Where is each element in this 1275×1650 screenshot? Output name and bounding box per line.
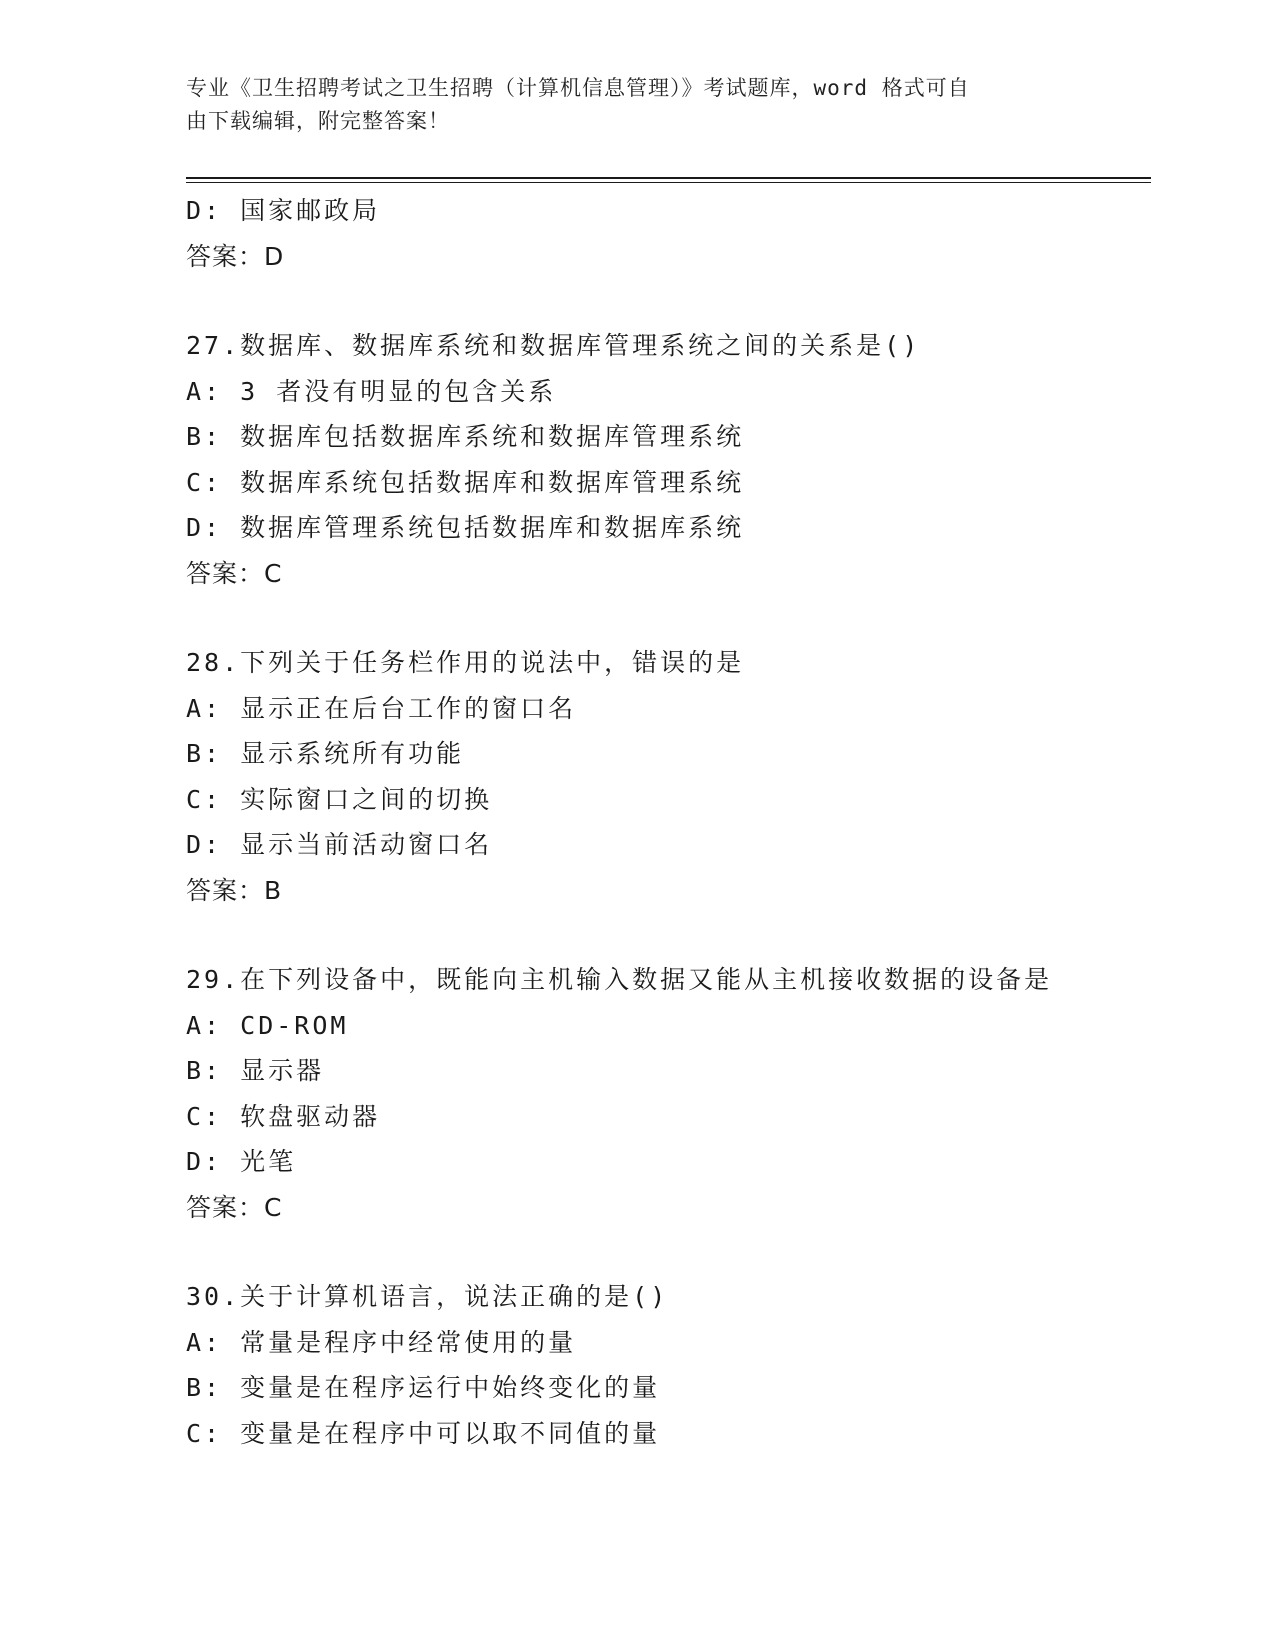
question-block-26	[186, 188, 1146, 279]
header-line-1: 专业《卫生招聘考试之卫生招聘（计算机信息管理）》考试题库，word 格式可自	[186, 76, 970, 100]
answer-line: 答案：C	[186, 1192, 283, 1222]
header-divider-thin	[186, 182, 1151, 183]
option-d: D: 光笔	[186, 1147, 297, 1176]
header-line-2: 由下载编辑，附完整答案！	[186, 109, 450, 133]
option-c: C: 实际窗口之间的切换	[186, 784, 493, 814]
option-a: A: CD-ROM	[186, 1010, 349, 1040]
answer-line: 答案：D	[186, 241, 285, 271]
question-block-30	[186, 1274, 1146, 1456]
question-stem: 30.关于计算机语言，说法正确的是()	[186, 1282, 669, 1311]
question-block-29	[186, 957, 1146, 1230]
question-block-28	[186, 640, 1146, 913]
question-stem: 27.数据库、数据库系统和数据库管理系统之间的关系是()	[186, 331, 921, 360]
document-header	[186, 72, 1066, 138]
option-d: D: 数据库管理系统包括数据库和数据库系统	[186, 513, 745, 542]
question-stem: 28.下列关于任务栏作用的说法中，错误的是	[186, 648, 745, 677]
question-stem: 29.在下列设备中，既能向主机输入数据又能从主机接收数据的设备是	[186, 965, 1053, 994]
option-b: B: 显示系统所有功能	[186, 739, 465, 768]
option-d: D: 显示当前活动窗口名	[186, 830, 493, 859]
answer-line: 答案：B	[186, 875, 283, 905]
option-b: B: 变量是在程序运行中始终变化的量	[186, 1373, 661, 1402]
option-c: C: 软盘驱动器	[186, 1101, 381, 1131]
question-list	[186, 188, 1146, 1456]
option-b: B: 数据库包括数据库系统和数据库管理系统	[186, 422, 745, 451]
question-block-27	[186, 323, 1146, 596]
header-divider-thick	[186, 177, 1151, 179]
option-a: A: 显示正在后台工作的窗口名	[186, 693, 577, 723]
option-c: C: 数据库系统包括数据库和数据库管理系统	[186, 467, 745, 497]
answer-line: 答案：C	[186, 558, 283, 588]
option-a: A: 3 者没有明显的包含关系	[186, 376, 557, 406]
option-c: C: 变量是在程序中可以取不同值的量	[186, 1418, 661, 1448]
option-b: B: 显示器	[186, 1056, 325, 1085]
option-a: A: 常量是程序中经常使用的量	[186, 1327, 577, 1357]
option-d: D: 国家邮政局	[186, 196, 381, 225]
